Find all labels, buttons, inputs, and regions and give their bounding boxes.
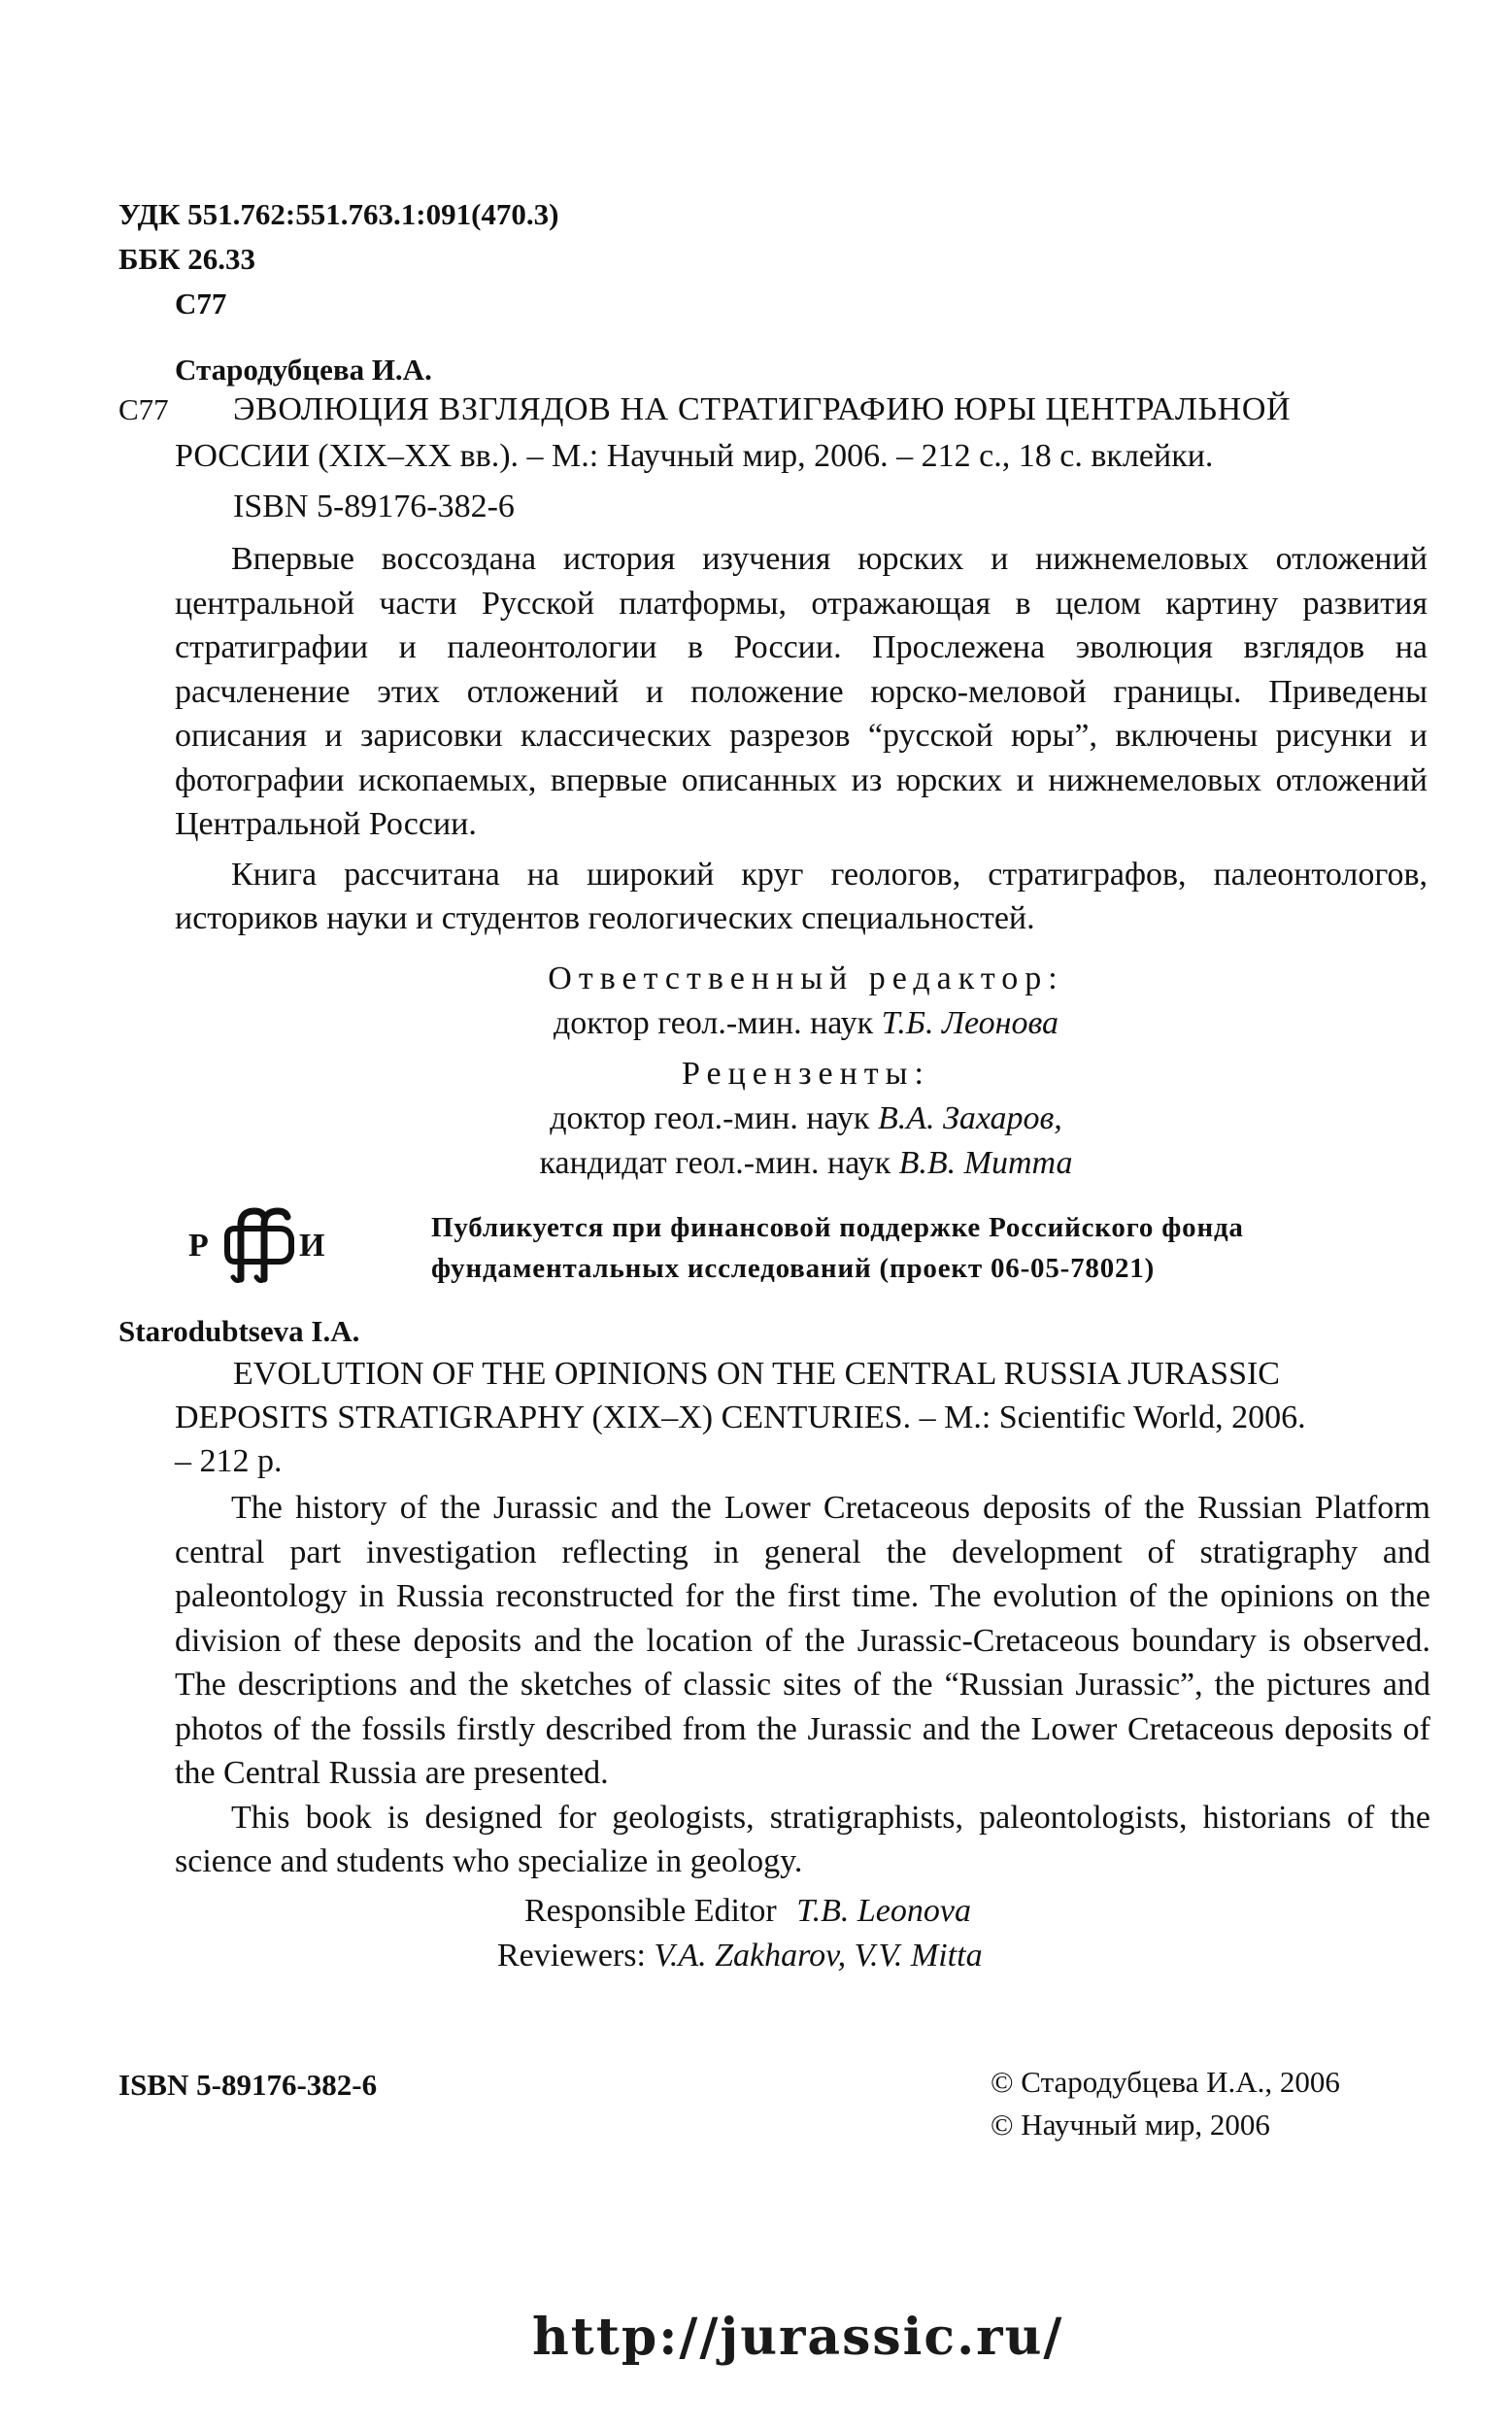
footer-isbn: ISBN 5-89176-382-6 bbox=[118, 2068, 378, 2102]
reviewers-heading: Рецензенты: bbox=[682, 1056, 930, 1092]
editor-degree: доктор геол.-мин. наук bbox=[553, 1005, 874, 1041]
en-title-line1: EVOLUTION OF THE OPINIONS ON THE CENTRAL RUSSIA JURASSIC bbox=[233, 1356, 1280, 1392]
reviewer2-line bbox=[466, 1141, 1146, 1186]
en-reviewers-label: Reviewers: bbox=[497, 1938, 646, 1974]
bbk-code: ББК 26.33 bbox=[118, 242, 255, 276]
en-editor-label: Responsible Editor bbox=[524, 1893, 777, 1929]
editor-line bbox=[466, 1001, 1146, 1046]
en-author: Starodubtseva I.A. bbox=[118, 1314, 360, 1348]
reviewer1-line bbox=[466, 1096, 1146, 1141]
funding-line2: фундаментальных исследований (проект 06-05-78021) bbox=[431, 1253, 1156, 1284]
reviewer2-degree: кандидат геол.-мин. наук bbox=[539, 1145, 891, 1181]
editor-heading: Ответственный редактор: bbox=[548, 961, 1064, 996]
rffi-logo-mark bbox=[181, 1207, 342, 1283]
ru-title-line2: РОССИИ (XIX–XX вв.). – М.: Научный мир, 2006. – 212 с., 18 с. вклейки. bbox=[175, 438, 1214, 474]
copyright-author: © Стародубцева И.А., 2006 bbox=[991, 2065, 1340, 2099]
en-abstract-block bbox=[175, 1486, 1430, 1884]
funding-line1: Публикуется при финансовой поддержке Российского фонда bbox=[431, 1212, 1244, 1243]
ru-title-line1: ЭВОЛЮЦИЯ ВЗГЛЯДОВ НА СТРАТИГРАФИЮ ЮРЫ ЦЕНТРАЛЬНОЙ bbox=[233, 391, 1292, 427]
ru-audience: Книга рассчитана на широкий круг геологов, стратиграфов, палеонтологов, историков науки и студентов геологических специальностей. bbox=[175, 856, 1428, 936]
en-abstract: The history of the Jurassic and the Lower Cretaceous deposits of the Russian Platform central part investigation reflecting in general the development of stratigraphy and paleontology in Russia reconstructed for the first time. The evolution of the opinions on the division of these deposits and the location of the Jurassic-Cretaceous boundary is observed. The descriptions and the sketches of classic sites of the “Russian Jurassic”, the pictures and photos of the fossils firstly described from the Jurassic and the Lower Cretaceous deposits of the Central Russia are presented. bbox=[175, 1490, 1430, 1791]
en-audience: This book is designed for geologists, stratigraphists, paleontologists, historians of the science and students who specialize in geology. bbox=[175, 1799, 1430, 1879]
rffi-logo-letter-r: Р bbox=[188, 1228, 209, 1264]
reviewer1-name: В.А. Захаров, bbox=[877, 1100, 1062, 1136]
en-editor-name: T.B. Leonova bbox=[796, 1893, 971, 1929]
copyright-block bbox=[991, 2061, 1340, 2146]
ru-abstract: Впервые воссоздана история изучения юрских и нижнемеловых отложений центральной части Русской платформы, отражающая в целом картину развития стратиграфии и палеонтологии в России. Прослежена эволюция взглядов на расчленение этих отложений и положение юрско-меловой границы. Приведены описания и зарисовки классических разрезов “русской юры”, включены рисунки и фотографии ископаемых, впервые описанных из юрских и нижнемеловых отложений Центральной России. bbox=[175, 541, 1428, 842]
en-reviewers-line bbox=[497, 1935, 983, 1977]
en-pages: – 212 p. bbox=[175, 1443, 283, 1479]
reviewer1-degree: доктор геол.-мин. наук bbox=[550, 1100, 870, 1136]
classification-block bbox=[118, 192, 558, 326]
en-reviewers-names: V.A. Zakharov, V.V. Mitta bbox=[654, 1938, 983, 1974]
udk-code: УДК 551.762:551.763.1:091(470.3) bbox=[118, 197, 559, 231]
copyright-publisher: © Научный мир, 2006 bbox=[991, 2108, 1270, 2142]
en-title-line2: DEPOSITS STRATIGRAPHY (XIX–X) CENTURIES. – M.: Scientific World, 2006. bbox=[175, 1400, 1306, 1435]
ru-isbn: ISBN 5-89176-382-6 bbox=[233, 489, 515, 524]
ru-code: С77 bbox=[118, 392, 169, 426]
editor-name: Т.Б. Леонова bbox=[881, 1005, 1059, 1041]
site-url[interactable]: http://jurassic.ru/ bbox=[532, 2308, 1064, 2367]
funding-note bbox=[431, 1207, 1431, 1289]
rffi-logo-letter-i: И bbox=[299, 1228, 325, 1264]
author-sign: С77 bbox=[175, 287, 227, 320]
rffi-logo-ff-glyph bbox=[227, 1211, 291, 1281]
reviewer2-name: В.В. Митта bbox=[898, 1145, 1073, 1181]
ru-abstract-block bbox=[175, 537, 1428, 941]
rffi-logo bbox=[181, 1207, 342, 1283]
en-editor-line bbox=[524, 1890, 971, 1933]
ru-author: Стародубцева И.А. bbox=[175, 353, 432, 387]
ru-editors-block bbox=[466, 957, 1146, 1186]
